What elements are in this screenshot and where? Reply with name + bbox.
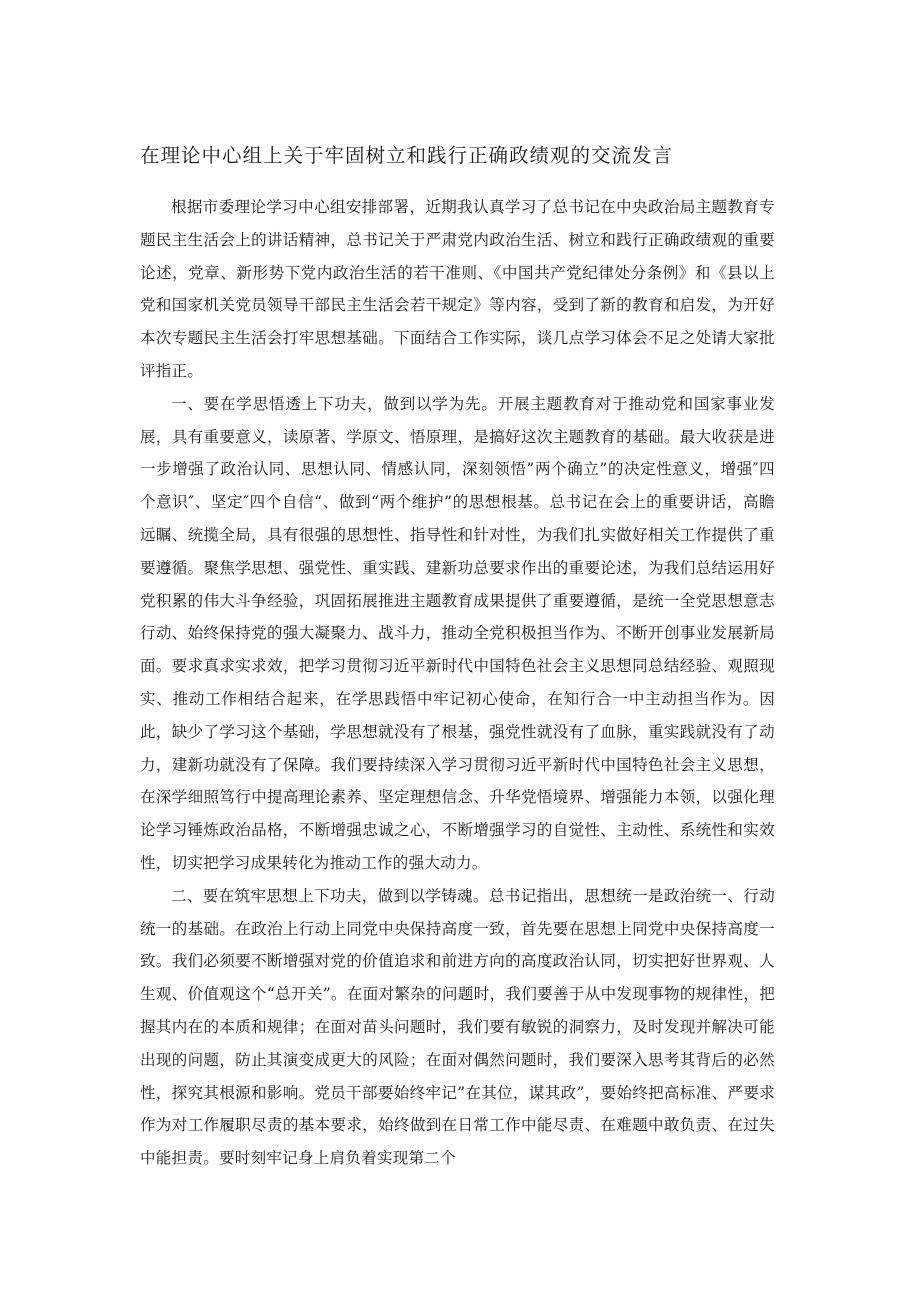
document-body xyxy=(140,191,775,1175)
paragraph-section-two: 二、要在筑牢思想上下功夫，做到以学铸魂。总书记指出，思想统一是政治统一、行动统一的基础。在政治上行动上同党中央保持高度一致，首先要在思想上同党中央保持高度一致。我们必须要不断增强对党的价值追求和前进方向的高度政治认同，切实把好世界观、人生观、价值观这个“总开关”。在面对繁杂的问题时，我们要善于从中发现事物的规律性，把握其内在的本质和规律；在面对苗头问题时，我们要有敏锐的洞察力，及时发现并解决可能出现的问题，防止其演变成更大的风险；在面对偶然问题时，我们要深入思考其背后的必然性，探究其根源和影响。党员干部要始终牢记”在其位，谋其政”，要始终把高标准、严要求作为对工作履职尽责的基本要求，始终做到在日常工作中能尽责、在难题中敢负责、在过失中能担责。要时刻牢记身上肩负着实现第二个 xyxy=(140,886,775,1168)
paragraph-section-one: 一、要在学思悟透上下功夫，做到以学为先。开展主题教育对于推动党和国家事业发展，具有重要意义，读原著、学原文、悟原理，是搞好这次主题教育的基础。最大收获是进一步增强了政治认同、思想认同、情感认同，深刻领悟”两个确立”的决定性意义，增强″四个意识″、坚定″四个自信“、做到“两个维护”的思想根基。总书记在会上的重要讲话，高瞻远瞩、统揽全局，具有很强的思想性、指导性和针对性，为我们扎实做好相关工作提供了重要遵循。聚焦学思想、强党性、重实践、建新功总要求作出的重要论述，为我们总结运用好党积累的伟大斗争经验，巩固拓展推进主题教育成果提供了重要遵循，是统一全党思想意志行动、始终保持党的强大凝聚力、战斗力，推动全党积极担当作为、不断开创事业发展新局面。要求真求实求效，把学习贯彻习近平新时代中国特色社会主义思想同总结经验、观照现实、推动工作相结合起来，在学思践悟中牢记初心使命，在知行合一中主动担当作为。因此，缺少了学习这个基础，学思想就没有了根基，强党性就没有了血脉，重实践就没有了动力，建新功就没有了保障。我们要持续深入学习贯彻习近平新时代中国特色社会主义思想，在深学细照笃行中提高理论素养、坚定理想信念、升华党悟境界、增强能力本领，以强化理论学习锤炼政治品格，不断增强忠诚之心，不断增强学习的自觉性、主动性、系统性和实效性，切实把学习成果转化为推动工作的强大动力。 xyxy=(140,394,775,872)
paragraph-intro: 根据市委理论学习中心组安排部署，近期我认真学习了总书记在中央政治局主题教育专题民主生活会上的讲话精神，总书记关于严肃党内政治生活、树立和践行正确政绩观的重要论述，党章、新形势下党内政治生活的若干准则、《中国共产党纪律处分条例》和《县以上党和国家机关党员领导干部民主生活会若干规定》等内容，受到了新的教育和启发，为开好本次专题民主生活会打牢思想基础。下面结合工作实际，谈几点学习体会不足之处请大家批评指正。 xyxy=(140,198,775,380)
document-title: 在理论中心组上关于牢固树立和践行正确政绩观的交流发言 xyxy=(140,144,674,167)
